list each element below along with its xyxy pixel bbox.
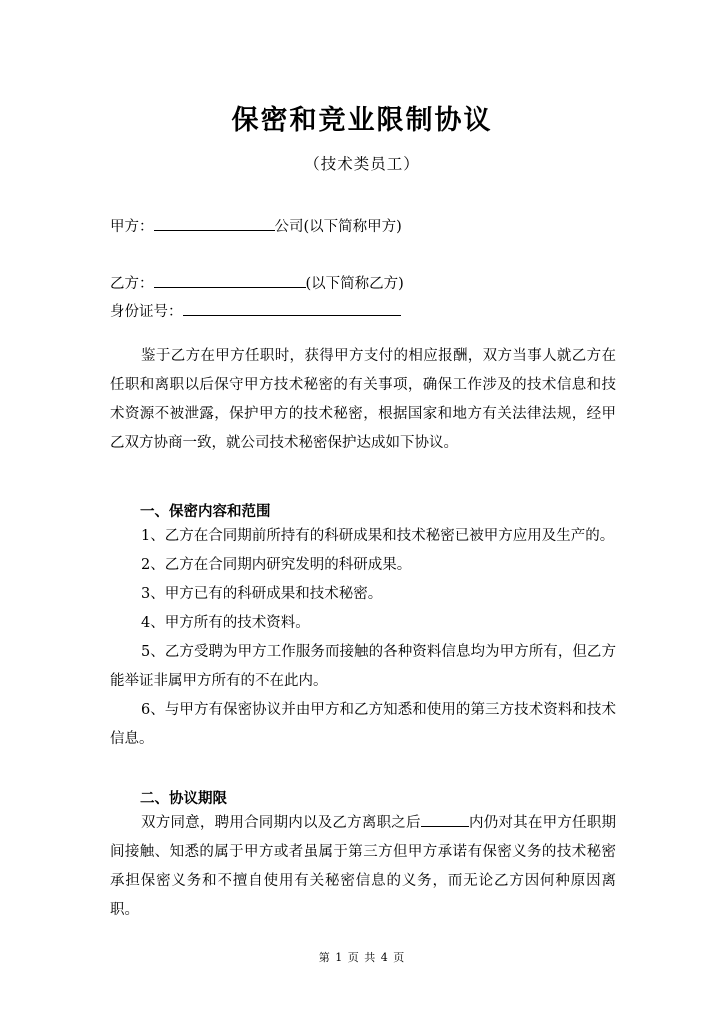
section1-item: 1、乙方在合同期前所持有的科研成果和技术秘密已被甲方应用及生产的。 [141, 528, 615, 544]
section2-text-after: 内仍对其在甲方任职期间接触、知悉的属于甲方或者虽属于第三方但甲方承诺有保密义务的技术秘密承担保密义务和不擅自使用有关秘密信息的义务，而无论乙方因何种原因离职。 [110, 815, 617, 918]
document-subtitle: （技术类员工） [304, 155, 420, 173]
section2-text-before: 双方同意，聘用合同期内以及乙方离职之后 [141, 815, 421, 831]
id-number-blank [183, 301, 401, 316]
party-b-line [110, 272, 404, 293]
section2-heading: 二、协议期限 [140, 790, 227, 807]
party-a-suffix: 公司(以下简称甲方) [274, 219, 402, 235]
document-title: 保密和竞业限制协议 [231, 105, 493, 136]
section2-paragraph [110, 809, 616, 925]
party-a-line [110, 215, 402, 236]
party-b-label: 乙方： [110, 276, 154, 292]
party-a-label: 甲方： [110, 219, 154, 235]
period-blank [421, 812, 469, 827]
page-footer: 第 1 页 共 4 页 [318, 951, 406, 964]
section1-heading: 一、保密内容和范围 [140, 503, 271, 520]
id-number-label: 身份证号： [110, 304, 183, 320]
party-a-blank [154, 216, 275, 231]
section1-item: 6、与甲方有保密协议并由甲方和乙方知悉和使用的第三方技术资料和技术信息。 [110, 702, 616, 747]
party-b-suffix: (以下简称乙方) [305, 276, 404, 292]
section1-item: 2、乙方在合同期内研究发明的科研成果。 [141, 557, 412, 573]
party-b-blank [154, 273, 306, 288]
section1-item: 3、甲方已有的科研成果和技术秘密。 [141, 586, 383, 602]
section1-item: 4、甲方所有的技术资料。 [141, 615, 310, 631]
id-number-line [110, 300, 401, 321]
intro-paragraph: 鉴于乙方在甲方任职时，获得甲方支付的相应报酬，双方当事人就乙方在任职和离职以后保守甲方技术秘密的有关事项，确保工作涉及的技术信息和技术资源不被泄露，保护甲方的技术秘密，根据国家和地方有关法律法规，经甲乙双方协商一致，就公司技术秘密保护达成如下协议。 [110, 348, 616, 451]
section1-item: 5、乙方受聘为甲方工作服务而接触的各种资料信息均为甲方所有，但乙方能举证非属甲方所有的不在此内。 [110, 644, 616, 689]
